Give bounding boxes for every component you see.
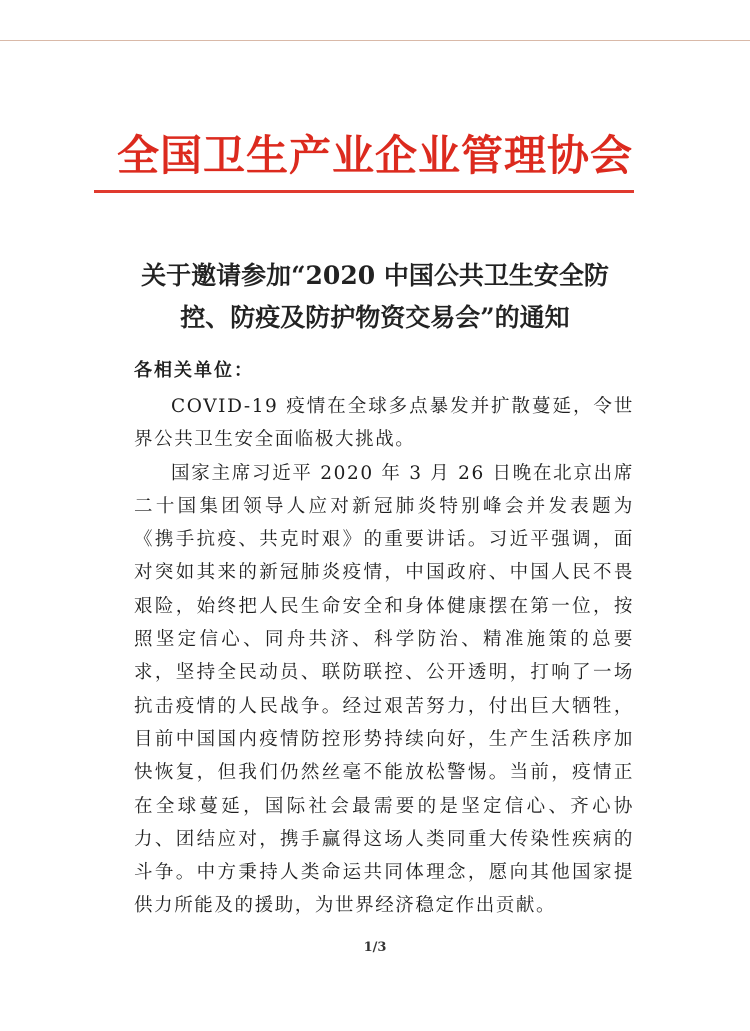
- letter-body: [134, 390, 634, 923]
- salutation: 各相关单位：: [134, 360, 254, 381]
- organization-letterhead: 全国卫生产业企业管理协会: [116, 131, 633, 180]
- page-number: 1/3: [363, 940, 387, 955]
- notice-title: [80, 255, 670, 339]
- notice-title-line-2: 控、防疫及防护物资交易会”的通知: [180, 303, 570, 332]
- body-paragraph-1: COVID-19 疫情在全球多点暴发并扩散蔓延，令世界公共卫生安全面临极大挑战。: [134, 396, 634, 451]
- letterhead-red-rule: [94, 190, 634, 193]
- body-paragraph-2: 国家主席习近平 2020 年 3 月 26 日晚在北京出席二十国集团领导人应对新冠肺炎特别峰会并发表题为《携手抗疫、共克时艰》的重要讲话。习近平强调，面对突如其来的新冠肺炎疫情，中国政府、中国人民不畏艰险，始终把人民生命安全和身体健康摆在第一位，按照坚定信心、同舟共济、科学防治、精准施策的总要求，坚持全民动员、联防联控、公开透明，打响了一场抗击疫情的人民战争。经过艰苦努力，付出巨大牺牲，目前中国国内疫情防控形势持续向好，生产生活秩序加快恢复，但我们仍然丝毫不能放松警惕。当前，疫情正在全球蔓延，国际社会最需要的是坚定信心、齐心协力、团结应对，携手赢得这场人类同重大传染性疾病的斗争。中方秉持人类命运共同体理念，愿向其他国家提供力所能及的援助，为世界经济稳定作出贡献。: [134, 462, 634, 917]
- page-top-border: [0, 40, 750, 41]
- notice-title-line-1: 关于邀请参加“2020 中国公共卫生安全防: [141, 261, 609, 290]
